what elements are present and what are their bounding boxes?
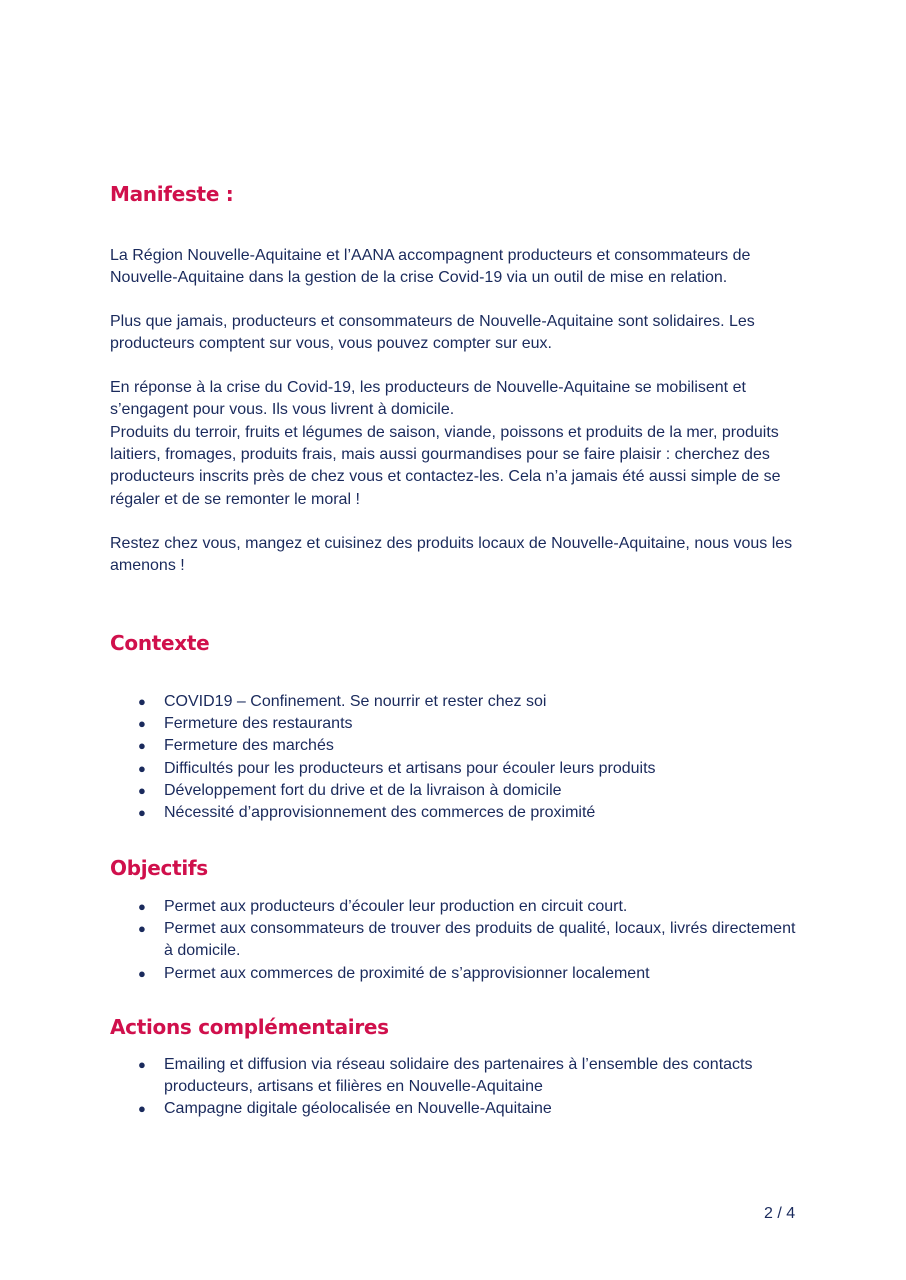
actions-heading: Actions complémentaires [110, 1015, 389, 1039]
bullet-icon: ● [138, 965, 146, 981]
contexte-heading: Contexte [110, 631, 210, 655]
manifeste-paragraph-3: En réponse à la crise du Covid-19, les producteurs de Nouvelle-Aquitaine se mobilisent et s’engagent pour vous. Ils vous livrent à domicile. [110, 379, 746, 419]
list-item: ● Permet aux commerces de proximité de s’approvisionner localement [110, 963, 800, 985]
objectifs-list [110, 896, 800, 985]
page-number: 2 / 4 [764, 1205, 796, 1222]
bullet-icon: ● [138, 738, 146, 754]
actions-list [110, 1054, 800, 1121]
bullet-icon: ● [138, 1057, 146, 1072]
bullet-icon: ● [138, 921, 146, 937]
list-item: ● Permet aux consommateurs de trouver des produits de qualité, locaux, livrés directement à domicile. [138, 920, 796, 960]
list-item: ● Permet aux producteurs d’écouler leur production en circuit court. [110, 896, 800, 918]
bullet-icon: ● [138, 782, 146, 798]
list-item: ● Emailing et diffusion via réseau solidaire des partenaires à l’ensemble des contacts producteurs, artisans et filières en Nouvelle-Aquitaine [138, 1056, 753, 1096]
list-item: ● Campagne digitale géolocalisée en Nouvelle-Aquitaine [110, 1098, 800, 1120]
manifeste-paragraph-2: Plus que jamais, producteurs et consommateurs de Nouvelle-Aquitaine sont solidaires. Les producteurs comptent sur vous, vous pouvez compter sur eux. [110, 313, 755, 353]
list-item: ● Difficultés pour les producteurs et artisans pour écouler leurs produits [110, 758, 800, 780]
bullet-icon: ● [138, 805, 146, 821]
bullet-icon: ● [138, 716, 146, 732]
manifeste-heading: Manifeste : [110, 182, 234, 206]
list-item: ● Nécessité d’approvisionnement des commerces de proximité [110, 802, 800, 824]
list-item: ● COVID19 – Confinement. Se nourrir et rester chez soi [110, 691, 800, 713]
contexte-list [110, 691, 800, 824]
bullet-icon: ● [138, 760, 146, 776]
list-item: ● Développement fort du drive et de la livraison à domicile [110, 780, 800, 802]
objectifs-heading: Objectifs [110, 856, 208, 880]
manifeste-paragraph-4: Produits du terroir, fruits et légumes de saison, viande, poissons et produits de la mer, produits laitiers, fromages, produits frais, mais aussi gourmandises pour se faire plaisir : cherchez des producteurs inscrits près de chez vous et contactez-les. Cela n’a jamais été aussi simple de se régaler et de se remonter le moral ! [110, 424, 781, 508]
list-item: ● Fermeture des restaurants [110, 713, 800, 735]
manifeste-paragraph-1: La Région Nouvelle-Aquitaine et l’AANA accompagnent producteurs et consommateurs de Nouvelle-Aquitaine dans la gestion de la crise Covid-19 via un outil de mise en relation. [110, 247, 751, 287]
list-item: ● Fermeture des marchés [110, 735, 800, 757]
bullet-icon: ● [138, 694, 146, 709]
bullet-icon: ● [138, 1101, 146, 1117]
manifeste-paragraph-5: Restez chez vous, mangez et cuisinez des produits locaux de Nouvelle-Aquitaine, nous vous les amenons ! [110, 535, 793, 575]
bullet-icon: ● [138, 899, 146, 914]
